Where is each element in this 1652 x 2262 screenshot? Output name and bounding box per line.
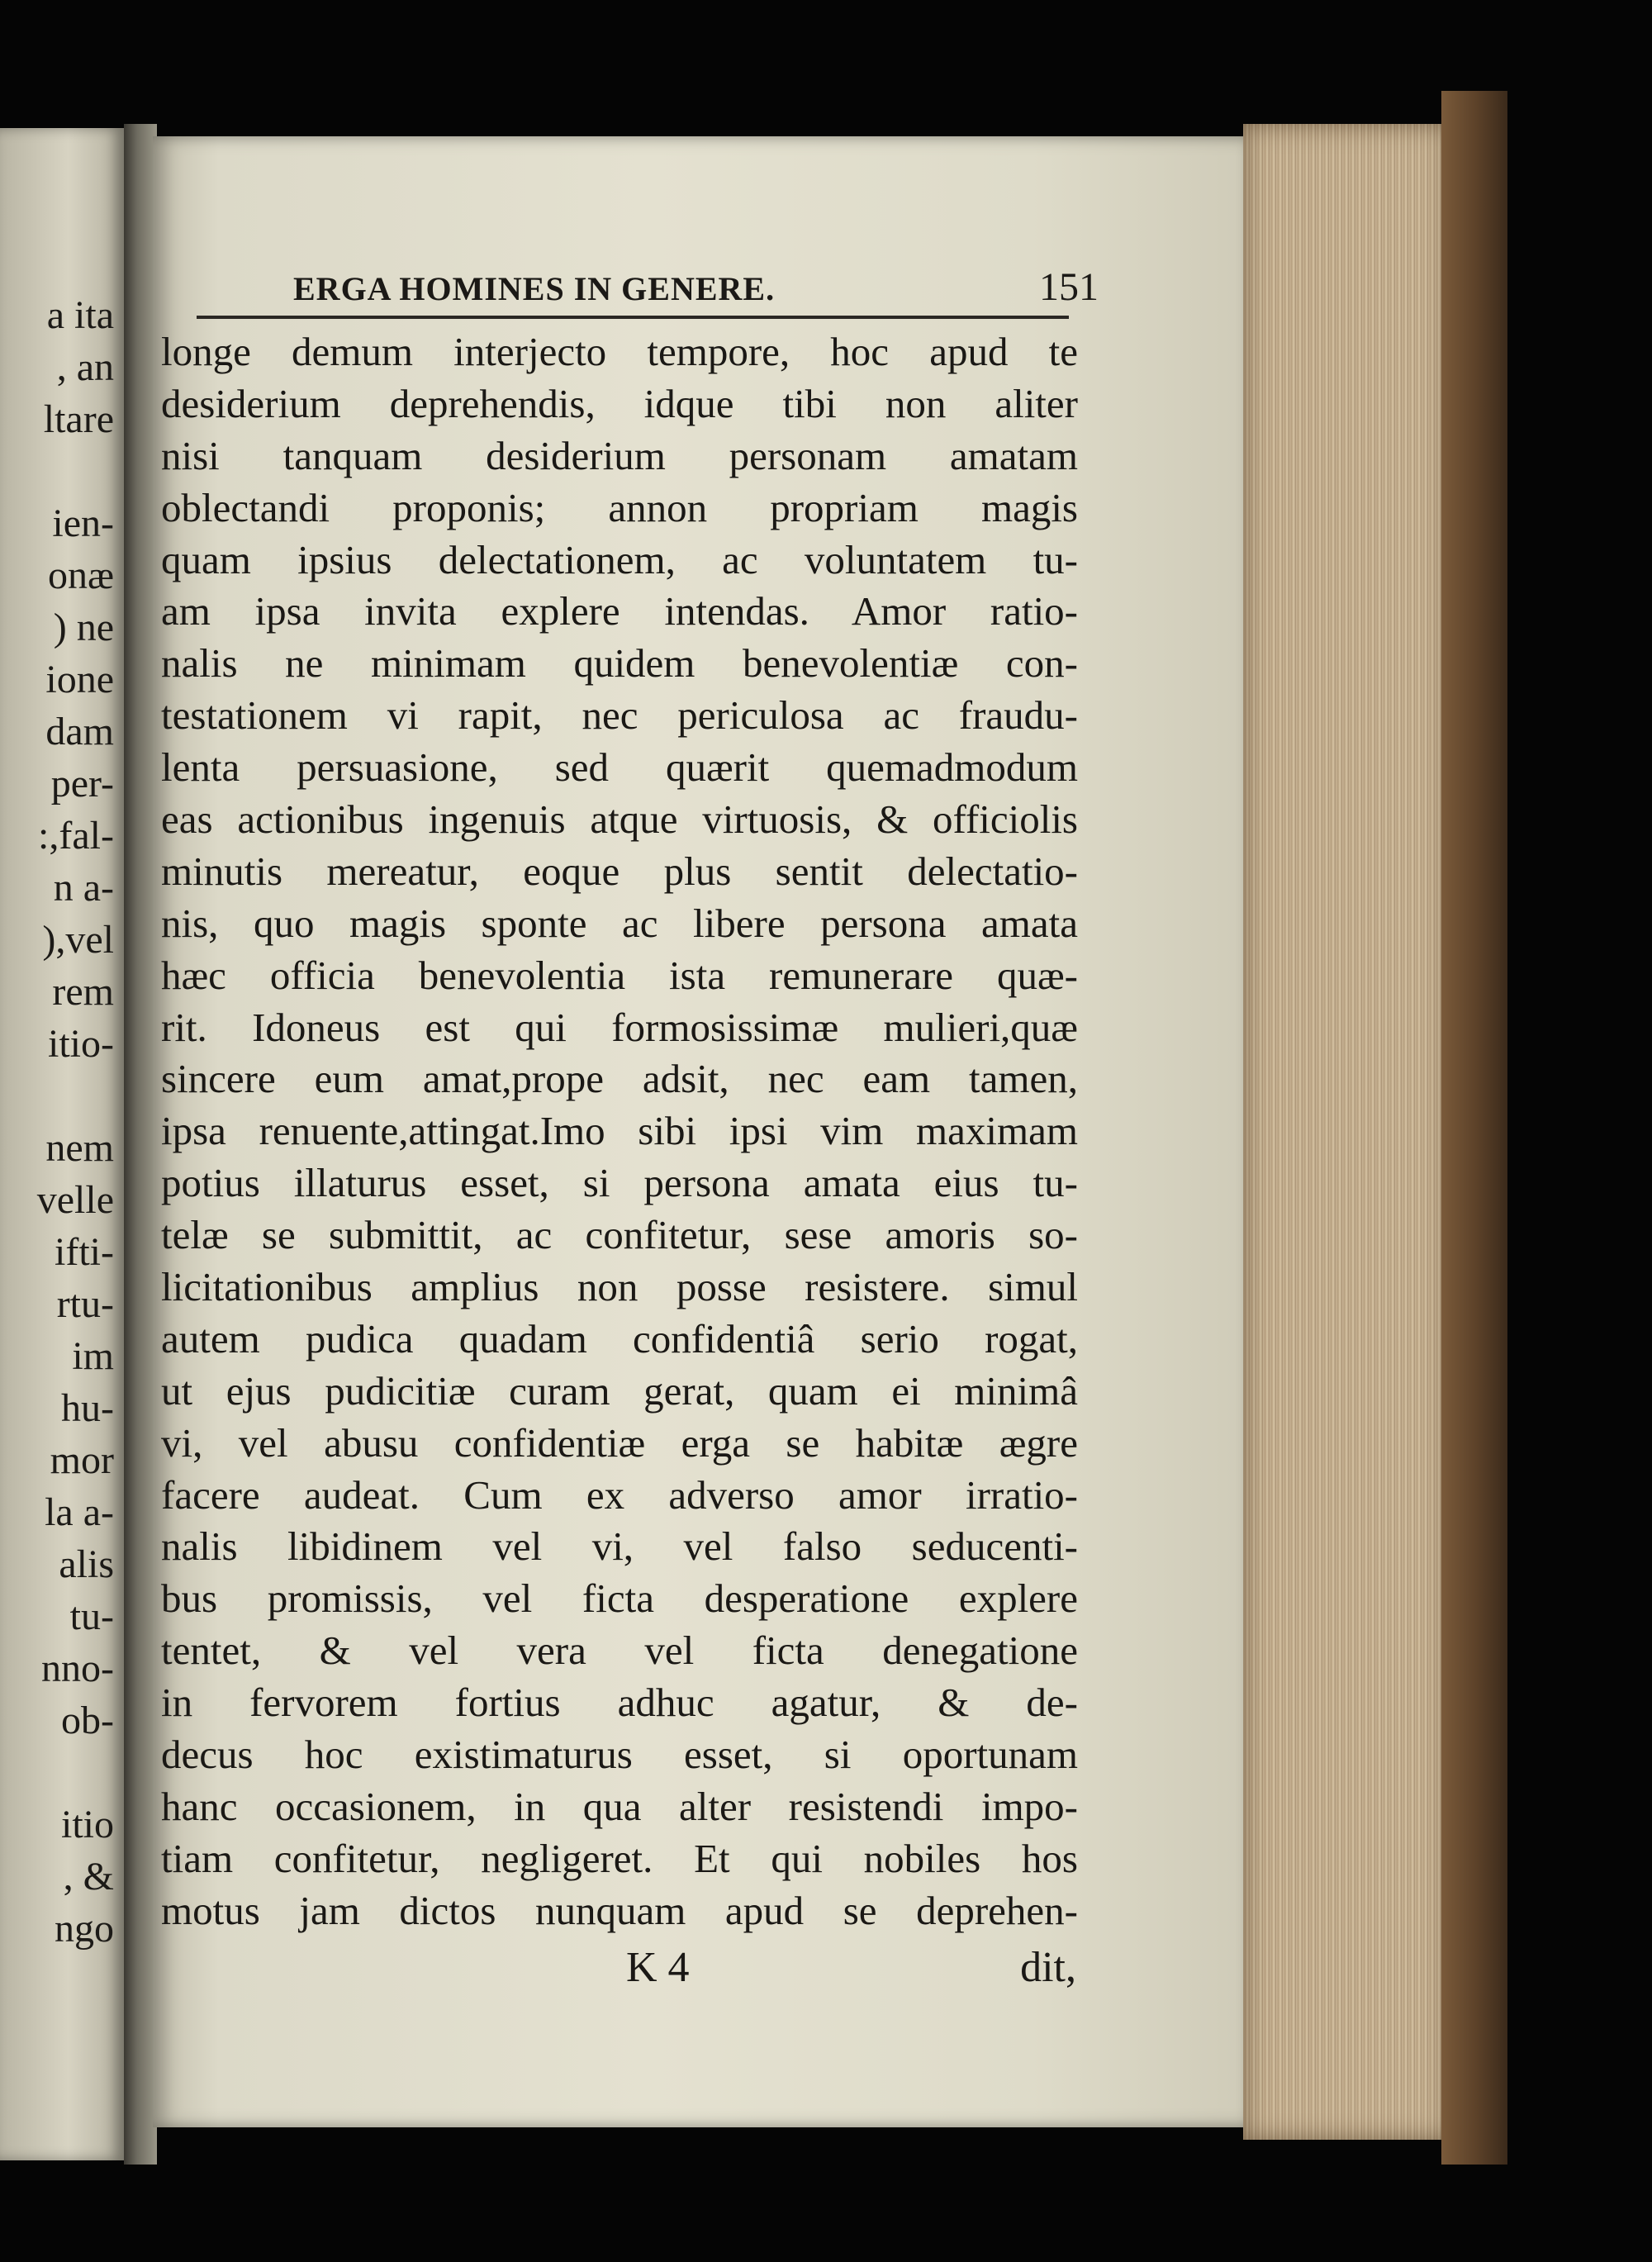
text-line: potius illaturus esset, si persona amata eius tu- [161,1160,1078,1206]
text-line: nis, quo magis sponte ac libere persona amata [161,900,1078,946]
text-line: in fervorem fortius adhuc agatur, & de- [161,1680,1078,1726]
left-page-line: ltare [43,397,114,441]
text-line: licitationibus amplius non posse resistere. simul [161,1264,1078,1310]
running-head [293,264,1099,314]
text-line: minutis mereatur, eoque plus sentit delectatio- [161,848,1078,894]
running-head-title: ERGA HOMINES IN GENERE. [293,270,776,307]
text-line: desiderium deprehendis, idque tibi non aliter [161,380,1078,426]
header-rule [197,316,1069,319]
left-page-line [0,1746,124,1799]
text-line: facere audeat. Cum ex adverso amor irratio- [161,1471,1078,1518]
text-line: tiam confitetur, negligeret. Et qui nobiles hos [161,1835,1078,1881]
signature-mark: K 4 [626,1944,690,1991]
left-page-line: hu- [61,1386,114,1430]
left-page-line: rtu- [56,1282,114,1326]
left-page-line: nem [45,1126,114,1170]
gutter [124,124,157,2165]
left-page-line: la a- [45,1490,114,1534]
page-edges [1243,124,1450,2140]
text-line: longe demum interjecto tempore, hoc apud te [161,329,1078,374]
text-line: nalis libidinem vel vi, vel falso seducenti- [161,1523,1078,1570]
left-page-line: im [72,1334,114,1378]
left-page-line [0,445,124,497]
book-cover-edge [1441,91,1507,2165]
page-footer [197,1943,1076,1996]
left-page-line: per- [50,762,114,805]
left-page-line: ien- [52,501,114,545]
text-line: sincere eum amat,prope adsit, nec eam tamen, [161,1056,1078,1102]
left-page-line: n a- [53,866,114,910]
body-text [161,326,1078,1937]
left-page-line [0,1070,124,1122]
left-page-line: mor [50,1438,114,1482]
catchword: dit, [1020,1944,1076,1991]
text-line: nisi tanquam desiderium personam amatam [161,432,1078,478]
text-line: autem pudica quadam confidentiâ serio rogat, [161,1315,1078,1361]
text-line: hæc officia benevolentia ista remunerare quæ- [161,952,1078,998]
left-page-line: onæ [47,554,114,597]
left-page-line: ob- [61,1699,114,1742]
left-page-line: ),vel [42,918,114,962]
text-line: lenta persuasione, sed quærit quemadmodum [161,744,1078,791]
text-line: eas actionibus ingenuis atque virtuosis, & officiolis [161,796,1078,843]
text-line: hanc occasionem, in qua alter resistendi impo- [161,1783,1078,1829]
text-line: vi, vel abusu confidentiæ erga se habitæ ægre [161,1419,1078,1466]
left-page-line: dam [45,710,114,753]
left-page-line: rem [52,970,114,1014]
page-number: 151 [1039,265,1099,309]
text-line: decus hoc existimaturus esset, si oportunam [161,1732,1078,1778]
text-line: motus jam dictos nunquam apud se deprehen- [161,1887,1078,1933]
text-line: nalis ne minimam quidem benevolentiæ con- [161,640,1078,687]
left-page-line: ngo [55,1907,114,1951]
text-line: ipsa renuente,attingat.Imo sibi ipsi vim maximam [161,1108,1078,1154]
left-page-line: nno- [41,1647,114,1690]
left-page-line: a ita [46,293,114,337]
left-page-text [0,289,124,1955]
left-page-line: tu- [69,1594,114,1638]
text-line: tentet, & vel vera vel ficta denegatione [161,1628,1078,1674]
left-page-line: , & [63,1855,114,1898]
left-page [0,128,124,2160]
text-line: bus promissis, vel ficta desperatione explere [161,1575,1078,1622]
text-line: ut ejus pudicitiæ curam gerat, quam ei minimâ [161,1367,1078,1414]
text-line: rit. Idoneus est qui formosissimæ mulieri,quæ [161,1004,1078,1050]
text-line: oblectandi proponis; annon propriam magis [161,484,1078,530]
text-line: am ipsa invita explere intendas. Amor ratio- [161,588,1078,634]
left-page-line: itio [60,1803,114,1846]
left-page-line: :,fal- [38,814,114,858]
left-page-line: alis [59,1542,114,1586]
left-page-line: ifti- [55,1230,114,1274]
left-page-line: velle [36,1178,114,1222]
text-line: testationem vi rapit, nec periculosa ac fraudu- [161,692,1078,739]
text-line: telæ se submittit, ac confitetur, sese amoris so- [161,1212,1078,1258]
left-page-line: itio- [48,1022,114,1066]
text-line: quam ipsius delectationem, ac voluntatem tu- [161,536,1078,582]
left-page-line: , an [56,345,114,389]
left-page-line: ) ne [53,606,114,649]
left-page-line: ione [45,658,114,701]
